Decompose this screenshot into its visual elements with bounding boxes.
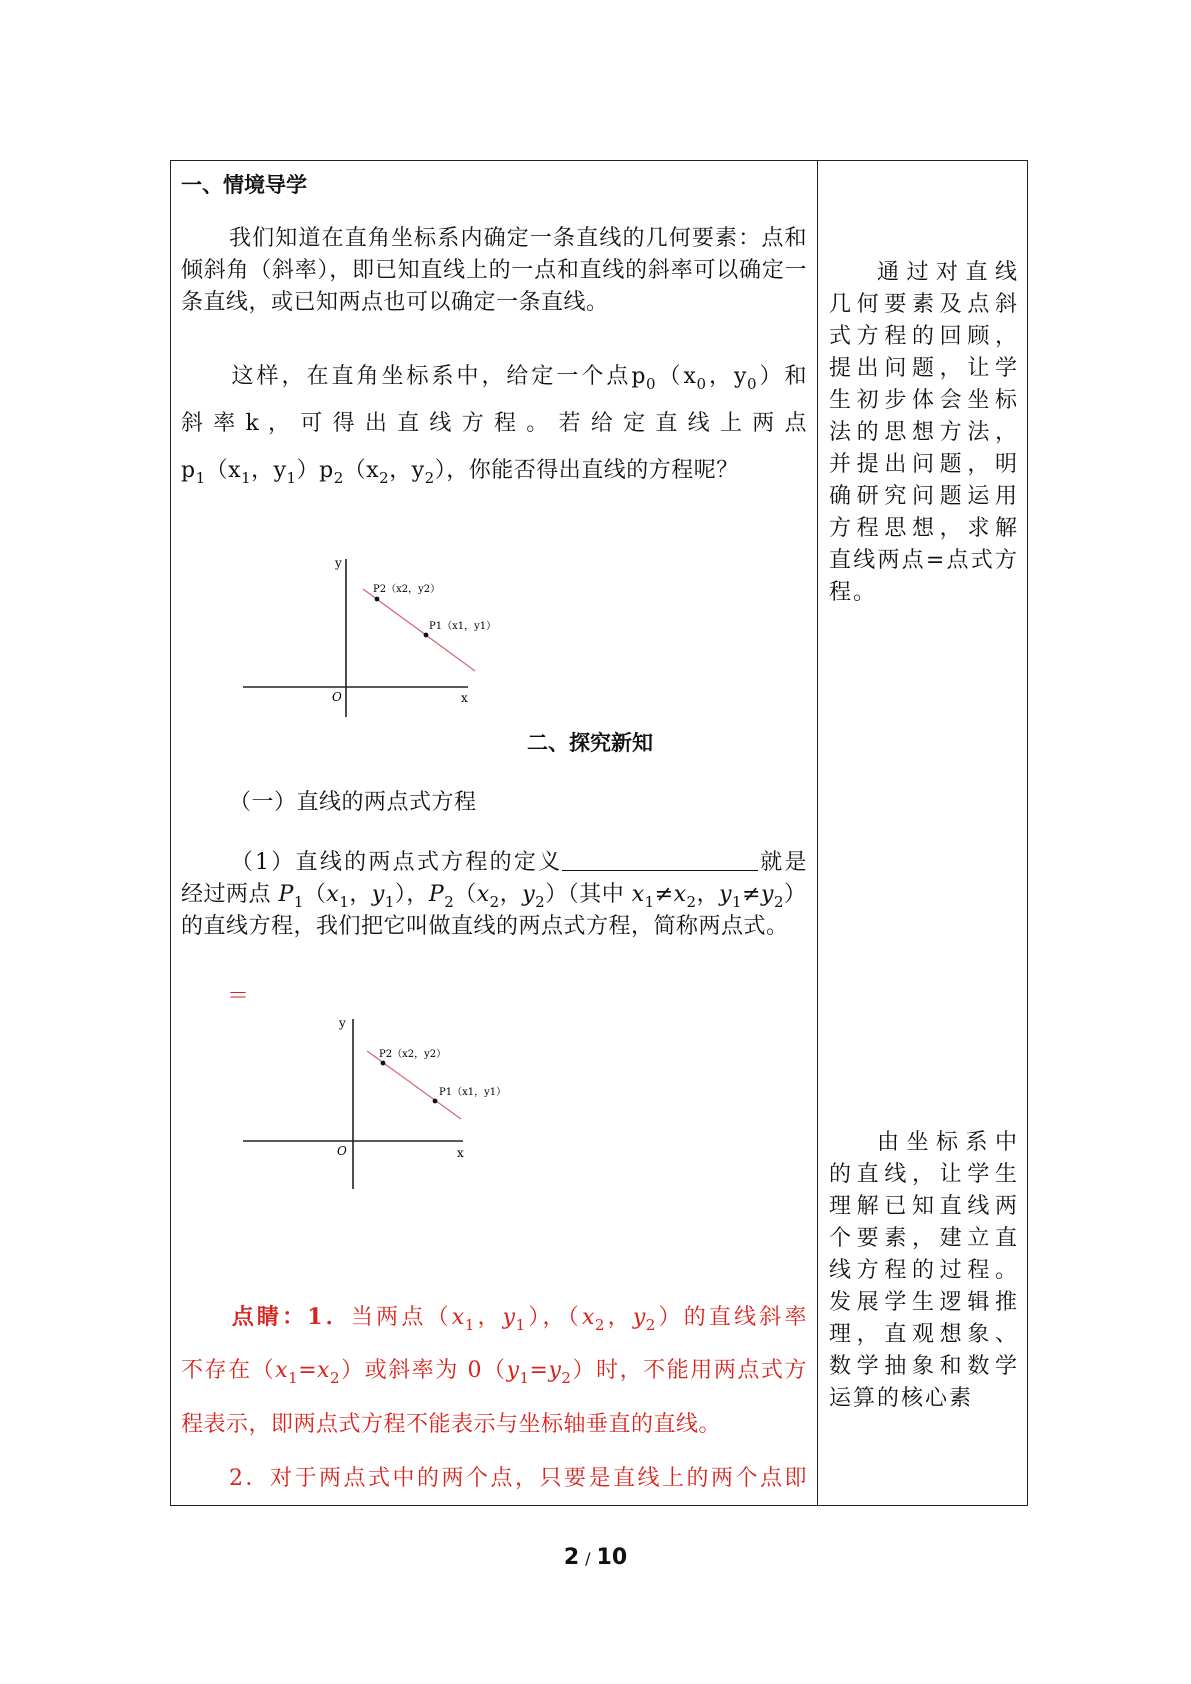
point-p1: [433, 1099, 438, 1104]
page-number: 2 / 10: [563, 1545, 628, 1570]
p2-label: P2（x2，y2）: [379, 1049, 447, 1060]
x-axis-label: x: [461, 691, 468, 705]
note-paragraph: 点睛：1．当两点（$x_1$，$y_1$），（$x_2$，$y_2$）的直线斜率 不存在$(x_1=x_2)$或斜率为 $0(y_1=y_2)$时，不能用两点式方 程表示，即两点式方程不能表示与坐标轴垂直的直线。 2．对于两点式中的两个点，只要是直线上的两个点即: [181, 1304, 807, 1491]
lesson-table: [170, 160, 1028, 1506]
origin-label: O: [337, 1144, 347, 1158]
point-p2: [375, 597, 380, 602]
section1-heading: 一、情境导学: [181, 173, 307, 197]
red-line: [367, 1051, 461, 1119]
p1-label: P1（x1，y1）: [429, 621, 497, 632]
subsection-heading: （一）直线的两点式方程: [229, 790, 477, 815]
given-point-paragraph: 这样，在直角坐标系中，给定一个点$p_0(x_0$，$y_0$）和 斜 率 k ， 可 得 出 直 线 方 程 。 若 给 定 直 线 上 两 点 $p_1(x_1$，$y_1)p_2(x_2$，$y_2$），你能否得出直线的方程呢？: [181, 364, 807, 487]
note-label: 点睛：1．: [229, 1304, 351, 1330]
point-p2: [381, 1061, 386, 1066]
section2-heading: 二、探究新知: [527, 731, 653, 755]
p1-label: P1（x1，y1）: [439, 1087, 507, 1098]
point-p1: [424, 633, 429, 638]
line-graph-2: [243, 1011, 513, 1193]
x-axis-label: x: [457, 1146, 464, 1160]
design-note-2: 由坐标系中的直线，让学生理解已知直线两个要素，建立直线方程的过程。发展学生逻辑推理，直观想象、数学抽象和数学运算的核心素: [829, 1130, 1019, 1411]
intro-paragraph: 我们知道在直角坐标系内确定一条直线的几何要素：点和倾斜角（斜率），即已知直线上的一点和直线的斜率可以确定一条直线，或已知两点也可以确定一条直线。: [181, 226, 807, 315]
p2-label: P2（x2，y2）: [373, 584, 441, 595]
origin-label: O: [332, 690, 342, 704]
y-axis-label: y: [335, 559, 342, 570]
red-equals: ＝: [227, 984, 250, 1009]
line-graph-1: [243, 559, 513, 721]
design-note-1: 通过对直线几何要素及点斜式方程的回顾，提出问题，让学生初步体会坐标法的思想方法，并提出问题，明确研究问题运用方程思想，求解直线两点=点式方程。: [829, 260, 1019, 605]
definition-paragraph: （1）直线的两点式方程的定义 就是 经过两点 $P_1(x_1$，$y_1$），$P_2(x_2$，$y_2$）（其中 $x_1\ne x_2$，$y_1\ne y_2$） 的直线方程，我们把它叫做直线的两点式方程，简称两点式。: [181, 850, 807, 939]
y-axis-label: y: [339, 1016, 346, 1030]
column-divider: [817, 161, 818, 1505]
